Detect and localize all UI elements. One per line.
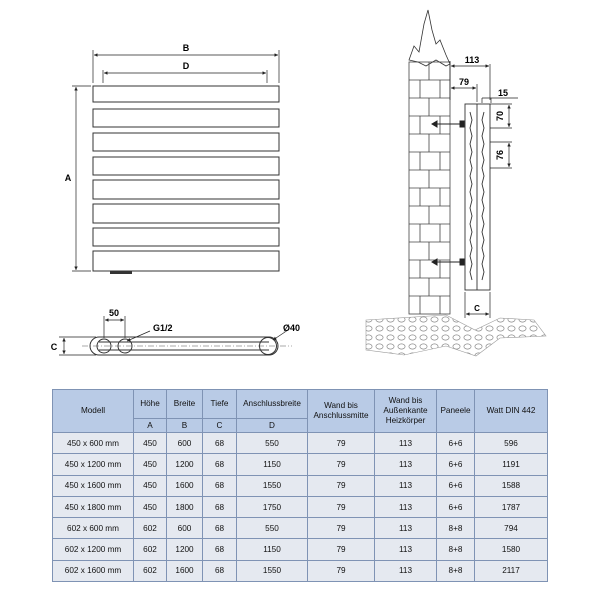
wall-broken-top bbox=[409, 10, 450, 66]
cell-hoehe: 602 bbox=[134, 560, 167, 581]
header-hoehe: Höhe bbox=[134, 390, 167, 419]
header-sub-b: B bbox=[167, 419, 203, 433]
panel-2 bbox=[93, 109, 279, 127]
table-row bbox=[53, 475, 548, 496]
dim-c-label: C bbox=[50, 342, 58, 352]
header-wand-aussenkante: Wand bis Außenkante Heizkörper bbox=[375, 390, 437, 433]
cell-anschlussbreite: 1150 bbox=[237, 539, 308, 560]
cell-watt: 2117 bbox=[475, 560, 548, 581]
table-row bbox=[53, 560, 548, 581]
cell-wand-anschlussmitte: 79 bbox=[308, 454, 375, 475]
cell-hoehe: 602 bbox=[134, 539, 167, 560]
cell-tiefe: 68 bbox=[203, 475, 237, 496]
header-breite: Breite bbox=[167, 390, 203, 419]
gravel-ground bbox=[366, 315, 546, 356]
cell-paneele: 8+8 bbox=[437, 539, 475, 560]
cell-hoehe: 450 bbox=[134, 496, 167, 517]
cell-wand-aussenkante: 113 bbox=[375, 454, 437, 475]
cell-tiefe: 68 bbox=[203, 518, 237, 539]
cell-breite: 600 bbox=[167, 518, 203, 539]
cell-tiefe: 68 bbox=[203, 539, 237, 560]
cell-tiefe: 68 bbox=[203, 433, 237, 454]
cell-tiefe: 68 bbox=[203, 496, 237, 517]
cell-watt: 1191 bbox=[475, 454, 548, 475]
dim-50-label: 50 bbox=[108, 308, 120, 318]
dim-113 bbox=[450, 61, 490, 100]
cell-wand-anschlussmitte: 79 bbox=[308, 475, 375, 496]
cell-modell: 450 x 1800 mm bbox=[53, 496, 134, 517]
cell-wand-anschlussmitte: 79 bbox=[308, 560, 375, 581]
cell-hoehe: 450 bbox=[134, 433, 167, 454]
connection-stub bbox=[110, 271, 132, 274]
header-sub-a: A bbox=[134, 419, 167, 433]
cell-modell: 602 x 1200 mm bbox=[53, 539, 134, 560]
table-row bbox=[53, 454, 548, 475]
panel-7 bbox=[93, 228, 279, 246]
cell-paneele: 6+6 bbox=[437, 496, 475, 517]
cell-watt: 1588 bbox=[475, 475, 548, 496]
panel-4 bbox=[93, 157, 279, 175]
cell-wand-anschlussmitte: 79 bbox=[308, 518, 375, 539]
cell-modell: 450 x 1200 mm bbox=[53, 454, 134, 475]
cell-modell: 450 x 1600 mm bbox=[53, 475, 134, 496]
header-sub-c: C bbox=[203, 419, 237, 433]
cell-paneele: 8+8 bbox=[437, 518, 475, 539]
cell-anschlussbreite: 1550 bbox=[237, 475, 308, 496]
panel-3 bbox=[93, 133, 279, 151]
header-modell: Modell bbox=[53, 390, 134, 433]
cell-breite: 1200 bbox=[167, 454, 203, 475]
header-sub-d: D bbox=[237, 419, 308, 433]
header-tiefe: Tiefe bbox=[203, 390, 237, 419]
side-view bbox=[366, 10, 546, 356]
dim-a bbox=[72, 86, 91, 271]
panel-8 bbox=[93, 251, 279, 271]
cell-watt: 596 bbox=[475, 433, 548, 454]
cell-watt: 1787 bbox=[475, 496, 548, 517]
cell-modell: 602 x 600 mm bbox=[53, 518, 134, 539]
cell-breite: 600 bbox=[167, 433, 203, 454]
cell-tiefe: 68 bbox=[203, 560, 237, 581]
top-view bbox=[51, 308, 300, 355]
cell-wand-anschlussmitte: 79 bbox=[308, 496, 375, 517]
table-row bbox=[53, 496, 548, 517]
dim-70-label: 70 bbox=[495, 110, 505, 122]
wall-brackets bbox=[432, 121, 464, 265]
cell-wand-anschlussmitte: 79 bbox=[308, 539, 375, 560]
cell-modell: 450 x 600 mm bbox=[53, 433, 134, 454]
dim-d bbox=[103, 70, 267, 83]
panel-5 bbox=[93, 180, 279, 199]
cell-wand-aussenkante: 113 bbox=[375, 518, 437, 539]
cell-paneele: 8+8 bbox=[437, 560, 475, 581]
header-watt: Watt DIN 442 bbox=[475, 390, 548, 433]
cell-watt: 794 bbox=[475, 518, 548, 539]
dim-113-label: 113 bbox=[464, 55, 480, 65]
cell-breite: 1200 bbox=[167, 539, 203, 560]
dim-15 bbox=[482, 98, 518, 103]
cell-wand-aussenkante: 113 bbox=[375, 496, 437, 517]
panel-6 bbox=[93, 204, 279, 223]
cell-wand-aussenkante: 113 bbox=[375, 475, 437, 496]
radiator-front bbox=[93, 86, 279, 271]
thread-label: G1/2 bbox=[153, 323, 173, 333]
diameter-label: Ø40 bbox=[283, 323, 301, 333]
table-row bbox=[53, 433, 548, 454]
header-paneele: Paneele bbox=[437, 390, 475, 433]
cell-hoehe: 450 bbox=[134, 454, 167, 475]
cell-paneele: 6+6 bbox=[437, 454, 475, 475]
dim-15-label: 15 bbox=[497, 88, 509, 98]
cell-tiefe: 68 bbox=[203, 454, 237, 475]
cell-breite: 1600 bbox=[167, 560, 203, 581]
dim-d-label: D bbox=[182, 61, 190, 71]
specs-table bbox=[52, 389, 548, 582]
thread-leader bbox=[127, 331, 150, 341]
cell-hoehe: 602 bbox=[134, 518, 167, 539]
cell-wand-aussenkante: 113 bbox=[375, 433, 437, 454]
cell-wand-anschlussmitte: 79 bbox=[308, 433, 375, 454]
cell-anschlussbreite: 1150 bbox=[237, 454, 308, 475]
cell-anschlussbreite: 550 bbox=[237, 518, 308, 539]
brick-wall bbox=[409, 62, 450, 314]
dim-50 bbox=[104, 316, 125, 338]
panel-1 bbox=[93, 86, 279, 102]
cell-breite: 1800 bbox=[167, 496, 203, 517]
table-row bbox=[53, 518, 548, 539]
cell-watt: 1580 bbox=[475, 539, 548, 560]
cell-breite: 1600 bbox=[167, 475, 203, 496]
dim-b-label: B bbox=[182, 43, 190, 53]
cell-wand-aussenkante: 113 bbox=[375, 539, 437, 560]
dim-76-label: 76 bbox=[495, 149, 505, 161]
front-view bbox=[65, 43, 279, 274]
cell-paneele: 6+6 bbox=[437, 475, 475, 496]
dim-79-label: 79 bbox=[458, 77, 470, 87]
cell-anschlussbreite: 1750 bbox=[237, 496, 308, 517]
cell-paneele: 6+6 bbox=[437, 433, 475, 454]
dim-side-c-label: C bbox=[474, 304, 480, 313]
cell-anschlussbreite: 1550 bbox=[237, 560, 308, 581]
cell-wand-aussenkante: 113 bbox=[375, 560, 437, 581]
header-anschlussbreite: Anschlussbreite bbox=[237, 390, 308, 419]
cell-modell: 602 x 1600 mm bbox=[53, 560, 134, 581]
radiator-side bbox=[465, 104, 490, 290]
cell-anschlussbreite: 550 bbox=[237, 433, 308, 454]
table-row bbox=[53, 539, 548, 560]
dim-a-label: A bbox=[64, 173, 72, 183]
header-wand-anschlussmitte: Wand bis Anschlussmitte bbox=[308, 390, 375, 433]
cell-hoehe: 450 bbox=[134, 475, 167, 496]
